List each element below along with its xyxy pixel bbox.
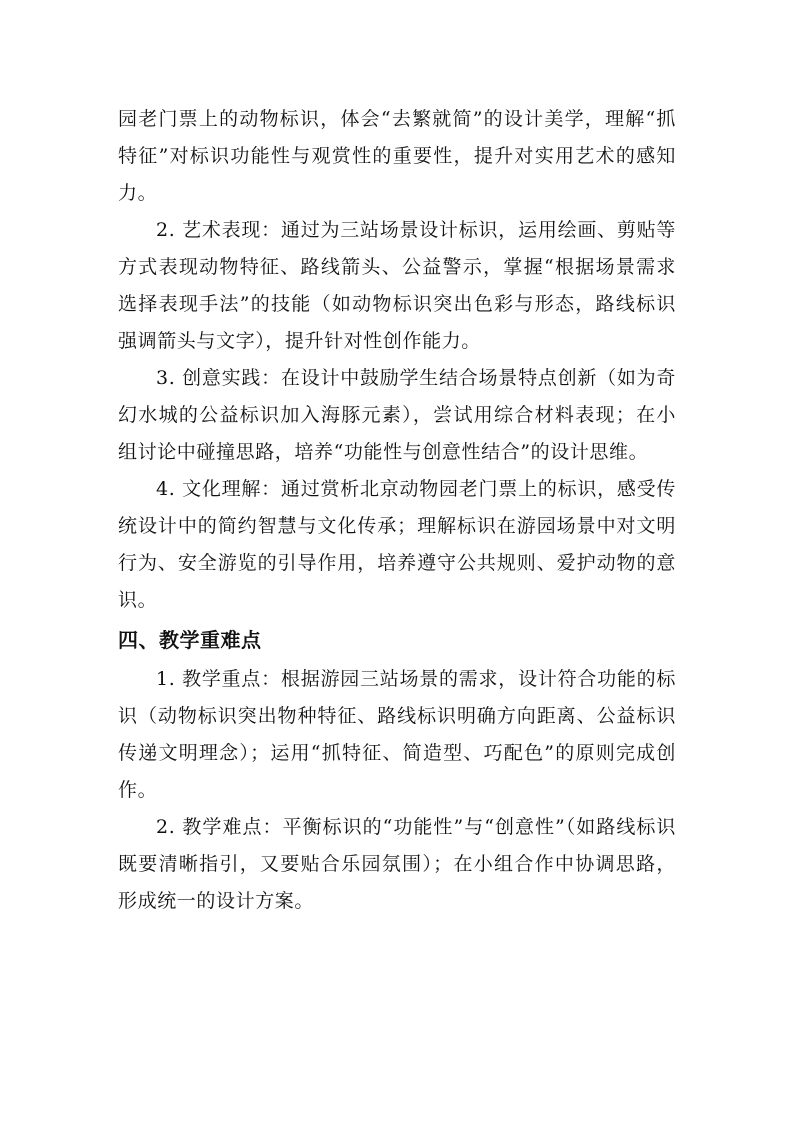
paragraph-teaching-difficulty: 2. 教学难点：平衡标识的“功能性”与“创意性”（如路线标识既要清晰指引，又要贴合乐园氛围）；在小组合作中协调思路，形成统一的设计方案。 <box>118 816 676 912</box>
section-heading: 四、教学重难点 <box>118 628 262 652</box>
paragraph-teaching-focus: 1. 教学重点：根据游园三站场景的需求，设计符合功能的标识（动物标识突出物种特征、路线标识明确方向距离、公益标识传递文明理念）；运用“抓特征、简造型、巧配色”的原则完成创作。 <box>118 668 676 801</box>
paragraph-art-expression: 2. 艺术表现：通过为三站场景设计标识，运用绘画、剪贴等方式表现动物特征、路线箭头、公益警示，掌握“根据场景需求选择表现手法”的技能（如动物标识突出色彩与形态，路线标识强调箭头与文字），提升针对性创作能力。 <box>118 219 676 352</box>
document-page <box>118 101 676 920</box>
paragraph-cultural-understanding: 4. 文化理解：通过赏析北京动物园老门票上的标识，感受传统设计中的简约智慧与文化传承；理解标识在游园场景中对文明行为、安全游览的引导作用，培养遵守公共规则、爱护动物的意识。 <box>118 478 676 611</box>
paragraph-creative-practice: 3. 创意实践：在设计中鼓励学生结合场景特点创新（如为奇幻水城的公益标识加入海豚元素），尝试用综合材料表现；在小组讨论中碰撞思路，培养“功能性与创意性结合”的设计思维。 <box>118 367 676 463</box>
paragraph-continued: 园老门票上的动物标识，体会“去繁就简”的设计美学，理解“抓特征”对标识功能性与观赏性的重要性，提升对实用艺术的感知力。 <box>118 108 676 204</box>
